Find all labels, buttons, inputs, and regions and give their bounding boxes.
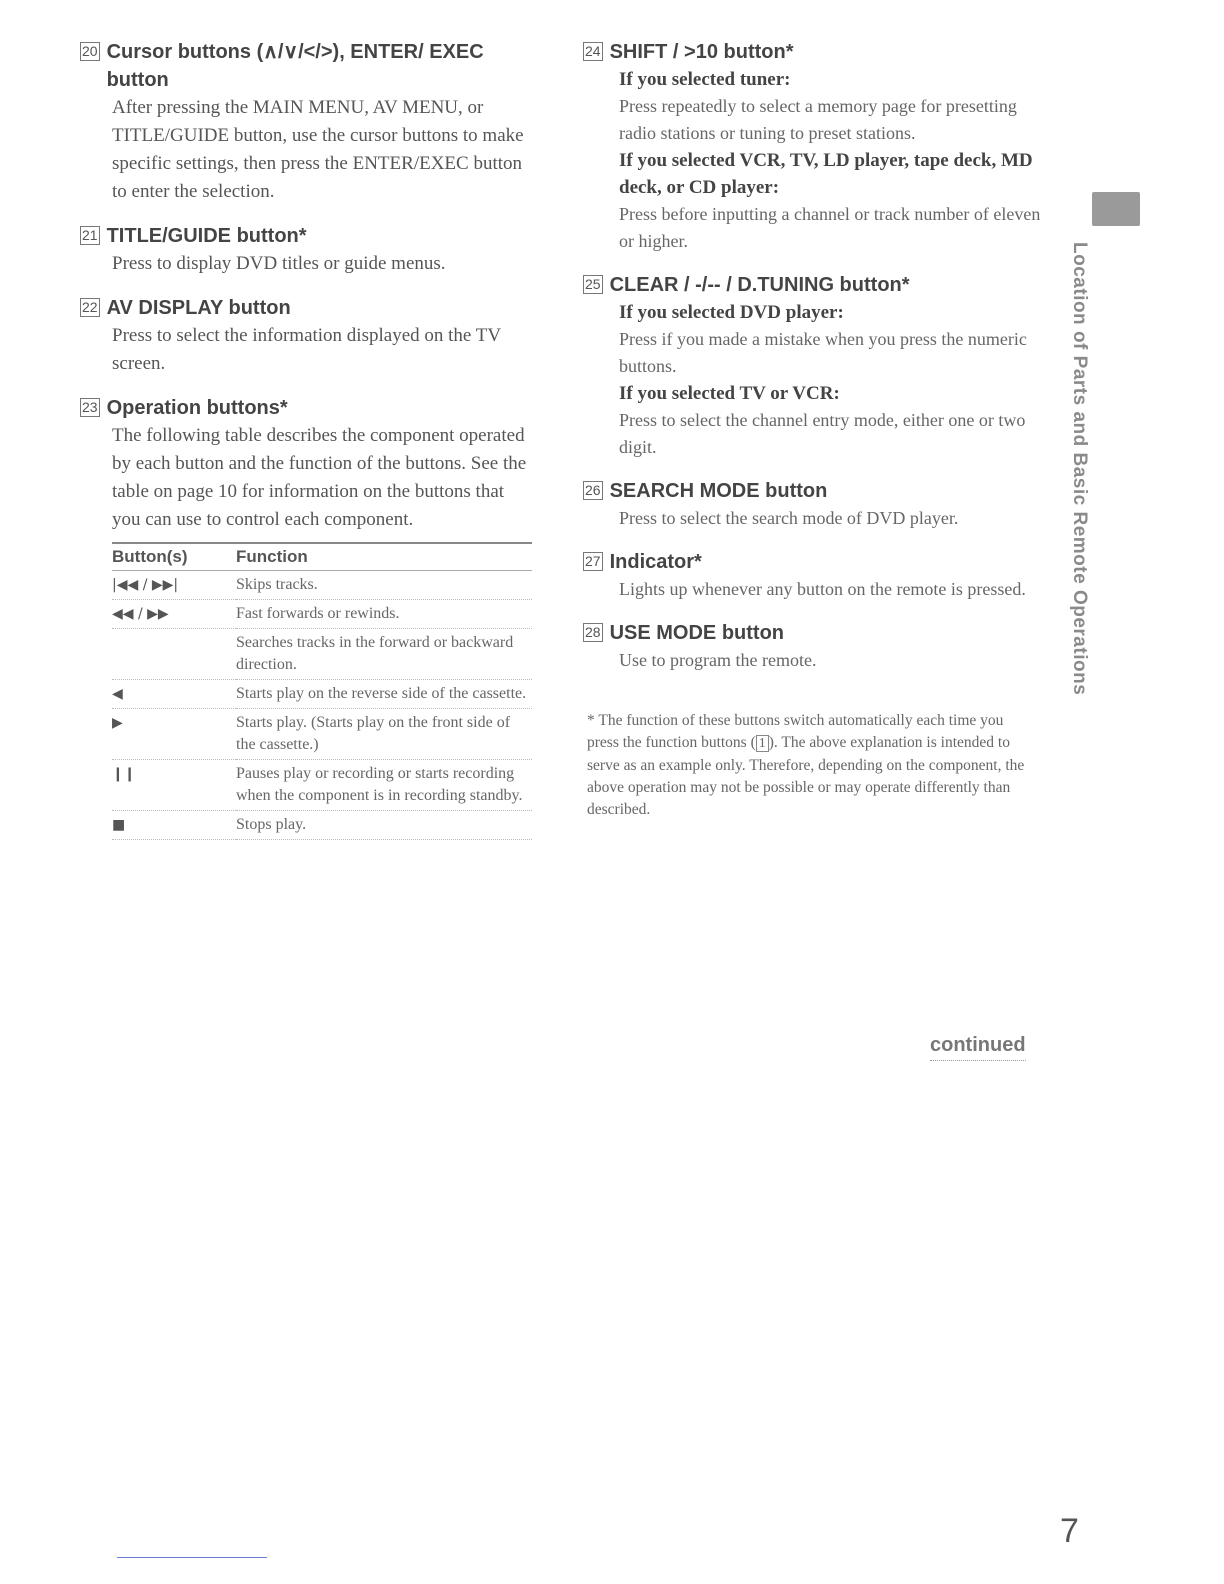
condition-body: Press before inputting a channel or track number of eleven or higher. <box>619 204 1041 251</box>
condition-heading: If you selected tuner: <box>619 69 791 90</box>
section-title: TITLE/GUIDE button* <box>106 225 307 247</box>
section-heading <box>583 619 1043 647</box>
item-number: 21 <box>82 227 98 243</box>
pause-icon: ❙❙ <box>112 760 236 811</box>
section-23 <box>80 394 532 840</box>
column-header-buttons: Button(s) <box>112 543 236 571</box>
function-text: Starts play on the reverse side of the cassette. <box>236 680 532 709</box>
section-heading <box>80 222 532 250</box>
item-number: 28 <box>585 624 601 640</box>
function-text: Fast forwards or rewinds. <box>236 600 532 629</box>
section-27 <box>583 548 1043 603</box>
function-text: Pauses play or recording or starts recording when the component is in recording standby. <box>236 760 532 811</box>
section-28 <box>583 619 1043 674</box>
continued-label: continued <box>930 1034 1026 1061</box>
item-number: 24 <box>585 43 601 59</box>
table-header-row <box>112 543 532 571</box>
item-number: 25 <box>585 276 601 292</box>
section-20 <box>80 38 532 206</box>
button-function-table <box>112 542 532 840</box>
reverse-play-icon: ◀ <box>112 680 236 709</box>
footnote-text-b: ). The above explanation is intended to serve as an example only. Therefore, depending on the component, the above operation may not be possible or may operate differently than described. <box>587 734 1025 818</box>
section-25 <box>583 271 1043 461</box>
left-column <box>80 38 532 856</box>
table-row <box>112 760 532 811</box>
condition-heading: If you selected VCR, TV, LD player, tape deck, MD deck, or CD player: <box>619 150 1033 198</box>
section-21 <box>80 222 532 278</box>
section-body: Lights up whenever any button on the remote is pressed. <box>619 579 1026 599</box>
section-22 <box>80 294 532 378</box>
section-title: CLEAR / -/-- / D.TUNING button* <box>609 274 910 296</box>
fast-forward-rewind-icon: ◀◀ / ▶▶ <box>112 600 236 629</box>
page-number: 7 <box>1060 1512 1079 1550</box>
section-title: Indicator* <box>609 551 702 573</box>
section-title: SEARCH MODE button <box>609 480 828 502</box>
table-row <box>112 629 532 680</box>
button-cell-empty <box>112 629 236 680</box>
function-text: Skips tracks. <box>236 571 532 600</box>
chapter-side-title: Location of Parts and Basic Remote Operations <box>1069 242 1090 696</box>
item-number: 22 <box>82 299 98 315</box>
skip-buttons-icon: |◀◀ / ▶▶| <box>112 571 236 600</box>
column-header-function: Function <box>236 543 532 571</box>
section-title: USE MODE button <box>609 622 785 644</box>
right-column <box>583 38 1043 821</box>
section-body: The following table describes the component operated by each button and the function of the buttons. See the table on page 10 for information on the buttons that you can use to control each component. <box>112 425 527 530</box>
chapter-tab-icon <box>1092 192 1140 226</box>
condition-body: Press to select the channel entry mode, either one or two digit. <box>619 410 1026 457</box>
section-heading <box>583 38 1043 66</box>
section-heading <box>80 294 532 322</box>
section-title: Cursor buttons (∧/∨/</>), ENTER/ EXEC button <box>106 41 484 91</box>
section-title: SHIFT / >10 button* <box>609 41 794 63</box>
footnote <box>587 710 1037 821</box>
function-text: Stops play. <box>236 811 532 840</box>
stop-icon: ■ <box>112 811 236 840</box>
item-number: 20 <box>82 43 98 59</box>
condition-body: Press repeatedly to select a memory page for presetting radio stations or tuning to preset stations. <box>619 96 1017 143</box>
condition-heading: If you selected DVD player: <box>619 302 844 323</box>
condition-heading: If you selected TV or VCR: <box>619 383 840 404</box>
item-number: 23 <box>82 399 98 415</box>
table-row <box>112 709 532 760</box>
divider <box>117 1557 267 1558</box>
section-heading <box>583 477 1043 505</box>
section-title: Operation buttons* <box>106 397 288 419</box>
function-text: Searches tracks in the forward or backward direction. <box>236 629 532 680</box>
section-heading <box>80 38 532 94</box>
section-heading <box>583 548 1043 576</box>
play-icon: ▶ <box>112 709 236 760</box>
section-body: Press to select the information displayed on the TV screen. <box>112 325 501 374</box>
section-body: Press to select the search mode of DVD player. <box>619 508 959 528</box>
table-row <box>112 811 532 840</box>
function-buttons-ref: 1 <box>756 735 769 752</box>
section-26 <box>583 477 1043 532</box>
section-body: After pressing the MAIN MENU, AV MENU, or TITLE/GUIDE button, use the cursor buttons to make specific settings, then press the ENTER/EXEC button to enter the selection. <box>112 97 524 202</box>
section-24 <box>583 38 1043 255</box>
function-text: Starts play. (Starts play on the front side of the cassette.) <box>236 709 532 760</box>
condition-body: Press if you made a mistake when you press the numeric buttons. <box>619 329 1027 376</box>
item-number: 27 <box>585 553 601 569</box>
footnote-text-a: * The function of these buttons switch automatically each time you press the function buttons ( <box>587 712 1004 751</box>
section-heading <box>80 394 532 422</box>
table-row <box>112 600 532 629</box>
section-heading <box>583 271 1043 299</box>
section-title: AV DISPLAY button <box>106 297 291 319</box>
table-row <box>112 571 532 600</box>
section-body: Press to display DVD titles or guide menus. <box>112 253 446 274</box>
item-number: 26 <box>585 482 601 498</box>
section-body: Use to program the remote. <box>619 650 817 670</box>
table-row <box>112 680 532 709</box>
